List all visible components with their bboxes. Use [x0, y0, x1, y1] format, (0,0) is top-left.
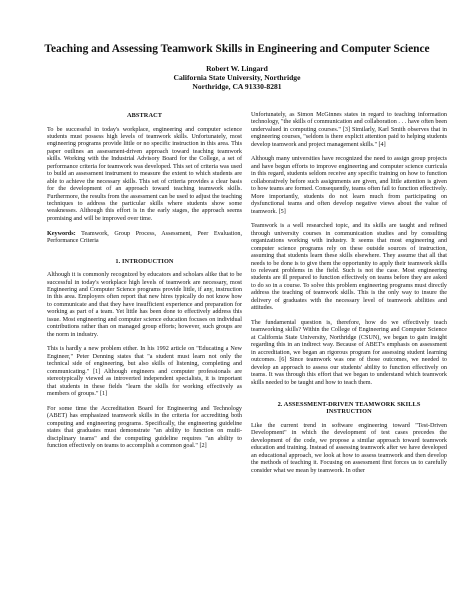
right-paragraph-1: Unfortunately, as Simon McGinnes states in regard to teaching information technology, "the skills of communication and collaboration . . . have often been undervalued in computing courses." [3] Similarly, Karl Smith observes that in engineering courses, "seldom is there explicit attention paid to helping students develop teamwork and project management skills." [4]: [251, 112, 447, 148]
paper-title: Teaching and Assessing Teamwork Skills in Engineering and Computer Science: [44, 43, 430, 55]
author-block: [0, 64, 474, 92]
keywords: [47, 231, 242, 246]
author-location: Northridge, CA 91330-8281: [192, 82, 282, 92]
intro-paragraph-2: This is hardly a new problem either. In his 1992 article on "Educating a New Engineer," Peter Denning states that "a student must learn not only the technical side of engineering, but also skills of listening, completing and communicating." [1] Although engineers and computer professionals are stereotypically viewed as introverted independent specialists, it is important that students in these fields "learn the skills for working effectively as members of groups." [1]: [47, 346, 242, 398]
abstract-heading: ABSTRACT: [126, 112, 163, 119]
keywords-text: Teamwork, Group Process, Assessment, Peer Evaluation, Performance Criteria: [47, 230, 242, 245]
intro-paragraph-1: Although it is commonly recognized by educators and scholars alike that to be successful in today's workplace high levels of teamwork are necessary, most Engineering and Computer Science programs provide little, if any, instruction in this area. Employers often report that new hires typically do not know how to communicate and that they have insufficient experience and preparation for working as part of a team. Yet little has been done to effectively address this issue. Most engineering and computer science education focuses on individual contributions rather than on managed group efforts; however, such groups are the norm in industry.: [47, 272, 242, 338]
right-paragraph-4: The fundamental question is, therefore, how do we effectively teach teamworking skills? Within the College of Engineering and Computer Science at California State University, Northridge (CSUN), we began to gain insight regarding this in an indirect way. Because of ABET's emphasis on assessment in accreditation, we began an rigorous program for assessing student learning outcomes. [6] Since teamwork was one of those outcomes, we needed to develop an approach to assess our students' ability to function effectively on teams. It was through this effort that we began to understand which teamwork skills needed to be taught and how to teach them.: [251, 319, 447, 386]
section-2-heading-line-1: 2. ASSESSMENT-DRIVEN TEAMWORK SKILLS: [277, 400, 421, 408]
keywords-label: Keywords:: [47, 230, 76, 237]
intro-paragraph-3: For some time the Accreditation Board for Engineering and Technology (ABET) has emphasized teamwork skills in the criteria for accrediting both computing and engineering programs. Specifically, the engineering guideline states that graduates must demonstrate "an ability to function on multi-disciplinary teams" and the computing guideline requires "an ability to function effectively on teams to accomplish a common goal." [2]: [47, 405, 242, 450]
right-paragraph-3: Teamwork is a well researched topic, and its skills are taught and refined through university courses in communication studies and by consulting organizations working with industry. It seems that most engineering and computer science programs rely on these outside sources of instruction, assuming that students learn these skills elsewhere. They assume that all that needs to be done is to give them the opportunity to apply their teamwork skills to relevant problems in the field. Such is not the case. Most engineering students are ill prepared to function effectively on teams before they are asked to do so in a course. To solve this problem engineering programs must directly address the teaching of teamwork skills. This is the only way to insure the delivery of graduates with the necessary level of teamwork abilities and attitudes.: [251, 223, 447, 312]
author-name: Robert W. Lingard: [206, 64, 268, 73]
right-paragraph-2: Although many universities have recognized the need to assign group projects and have begun efforts to improve engineering and computer science curricula in this regard, students seldom receive any specific training on how to function collaboratively before such assignments are given, and little attention is given to how teams are formed. Consequently, teams often fail to function effectively. More importantly, students do not learn much from participating on dysfunctional teams and often develop negative views about the value of teamwork. [5]: [251, 156, 447, 215]
introduction-heading: 1. INTRODUCTION: [115, 257, 174, 265]
section-2-paragraph: Like the current trend in software engineering toward "Test-Driven Development" in which the development of test cases precedes the development of the code, we propose a similar approach toward teamwork education and training. Instead of assessing teamwork after we have developed an educational approach, we look at how to assess teamwork and then develop the methods of teaching it. Focusing on assessment first forces us to carefully consider what we mean by teamwork. In other: [251, 422, 447, 474]
abstract-text: To be successful in today's workplace, engineering and computer science students must possess high levels of teamwork skills. Unfortunately, most engineering programs provide little or no specific instruction in this area. This paper outlines an assessment-driven approach toward teaching teamwork skills. Working with the Industrial Advisory Board for the College, a set of performance criteria for teamwork was developed. This set of criteria was used to build an assessment instrument to measure the extent to which students are able to achieve the necessary skills. This set of criteria provides a clear basis for the development of an approach toward teaching teamwork skills. Furthermore, the results from the assessment can be used to adjust the teaching techniques to address the particular skills where students show some weaknesses. Although this effort is in the early stages, the approach seems promising and will be improved over time.: [47, 126, 242, 222]
author-affiliation: California State University, Northridge: [173, 73, 301, 83]
section-2-heading-line-2: INSTRUCTION: [326, 408, 372, 416]
right-column: [251, 112, 447, 482]
left-column: [47, 112, 242, 458]
section-2-heading: [251, 401, 447, 416]
